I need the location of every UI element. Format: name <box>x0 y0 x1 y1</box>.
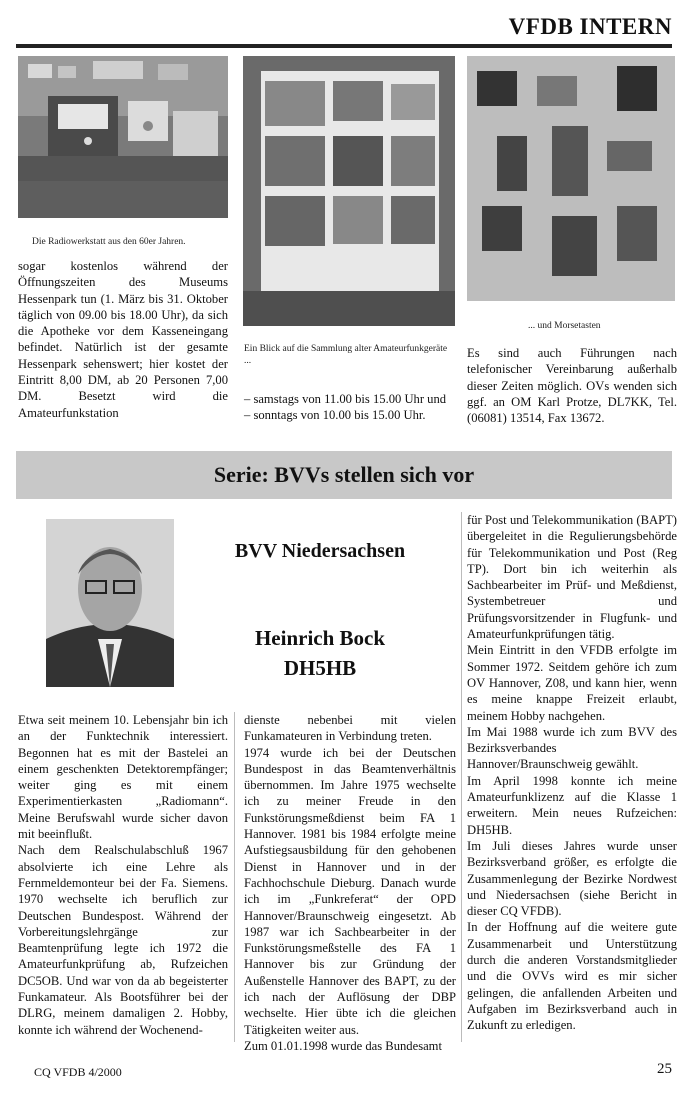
article-col1-text: Etwa seit meinem 10. Lebensjahr bin ich an der Funktechnik interessiert. Begonnen hat es mit der Bastelei an einem geschenkten Detektorempfänger; weiter ging es mit einem Experimentierkasten „Radiomann“. Meine Berufswahl wurde sicher davon mit beeinflußt. Nach dem Realschulabschluß 1967 absolvierte ich eine Lehre als Fernmeldemonteur bei der Fa. Siemens. 1970 wechselte ich beruflich zur Deutschen Bundespost. Während der Vorbereitungslehrgänge zur Beamtenprüfung legte ich 1972 die Amateurfunkprüfung ab, Rufzeichen DC5OB. Und war von da ab begeisterter Funkamateur. Als Bootsführer bei der DLRG, meinem damaligen 2. Hobby, konnte ich während der Wochenend- <box>18 713 228 1037</box>
photo-morse-keys <box>467 56 675 301</box>
person-name: Heinrich Bock <box>254 626 386 650</box>
issue-label: CQ VFDB 4/2000 <box>34 1065 122 1079</box>
column-divider <box>461 512 462 1042</box>
portrait-photo <box>46 519 174 687</box>
photo-2-caption: Ein Blick auf die Sammlung alter Amateurfunkgeräte ... <box>244 344 448 366</box>
bvv-heading: BVV Niedersachsen <box>234 540 406 562</box>
column-divider <box>234 712 235 1042</box>
person-callsign: DH5HB <box>283 656 357 680</box>
article-col3-text: für Post und Telekommunikation (BAPT) übergeleitet in die Regulierungsbehörde für Telekommunikation und Post (Reg TP). Dort bin ich weiterhin als Sachbearbeiter im Prüf- und Meßdienst, Systembetreuer und Prüfungsvorsitzender in Flugfunk- und Amateurfunkprüfungen tätig. Mein Eintritt in den VFDB erfolgte im Sommer 1972. Seitdem gehöre ich zum OV Hannover, Z08, und kann hier, wenn es meine knappe Freizeit erlaubt, meinem Hobby nachgehen. Im Mai 1988 wurde ich zum BVV des Bezirksverbandes Hannover/Braunschweig gewählt. Im April 1998 konnte ich meine Amateurfunklizenz auf die Klasse 1 erweitern. Mein neues Rufzeichen: DH5HB. Im Juli dieses Jahres wurde unser Bezirksverband größer, es erfolgte die Zusammenlegung der Bezirke Nordwest und Niedersachsen (siehe Bericht in dieser CQ VFDB). In der Hoffnung auf die weitere gute Zusammenarbeit und Unterstützung durch die anderen Vorstandsmitglieder und die OVVs wird es mir sicher gelingen, die anfallenden Arbeiten und Aufgaben im Bezirksverband auch in Zukunft zu erledigen. <box>467 513 677 1033</box>
series-title: Serie: BVVs stellen sich vor <box>213 462 475 487</box>
photo-1-caption: Die Radiowerkstatt aus den 60er Jahren. <box>32 237 186 247</box>
photo-radio-collection <box>243 56 455 326</box>
article-col2 <box>244 712 456 1054</box>
article-col3 <box>467 512 677 1034</box>
top-text-col2-line2: – sonntags von 10.00 bis 15.00 Uhr. <box>244 408 426 422</box>
page-number: 25 <box>657 1061 672 1077</box>
article-col2-text: dienste nebenbei mit vielen Funkamateuren in Verbindung treten. 1974 wurde ich bei der Deutschen Bundespost in das Beamtenverhältnis übernommen. Im Jahre 1975 wechselte ich zu meiner Freude in den Funkstörungsmeßdienst beim FA 1 Hannover. 1981 bis 1984 erfolgte meine Aufstiegsausbildung für den gehobenen Dienst in Hannover und in der Fachhochschule Dieburg. Danach wurde ich im „Funkreferat“ der OPD Hannover/Braunschweig eingesetzt. Ab 1987 war ich Sachbearbeiter in der Funkstörungsmeßstelle des FA 1 Hannover bis zur Gründung der Außenstelle Hannover des BAPT, zu der ich nach der Auflösung der DBP wechselte. Hier übte ich die gleichen Tätigkeiten weiter aus. Zum 01.01.1998 wurde das Bundesamt <box>244 713 456 1053</box>
top-text-col2-line1: – samstags von 11.00 bis 15.00 Uhr und <box>244 392 447 406</box>
photo-radio-workshop <box>18 56 228 218</box>
photo-3-caption: ... und Morsetasten <box>528 321 601 331</box>
top-text-col1: sogar kostenlos während der Öffnungszeiten des Museums Hessenpark tun (1. März bis 31. Oktober täglich von 09.00 bis 18.00 Uhr), da sich die Apotheke vor dem Kasseneingang befindet. Natürlich ist der gesamte Hessenpark sehenswert; hier kostet der Eintritt 8,00 DM, ab 20 Personen 7,00 DM. Besetzt wird die Amateurfunkstation <box>18 259 228 420</box>
header-rule <box>16 44 672 48</box>
article-col1 <box>18 712 228 1038</box>
top-text-col3: Es sind auch Führungen nach telefonischer Vereinbarung außerhalb dieser Zeiten möglich. OVs wenden sich ggf. an OM Karl Protze, DL7KK, Tel. (06081) 13514, Fax 13672. <box>467 346 677 426</box>
section-title: VFDB INTERN <box>508 14 672 39</box>
